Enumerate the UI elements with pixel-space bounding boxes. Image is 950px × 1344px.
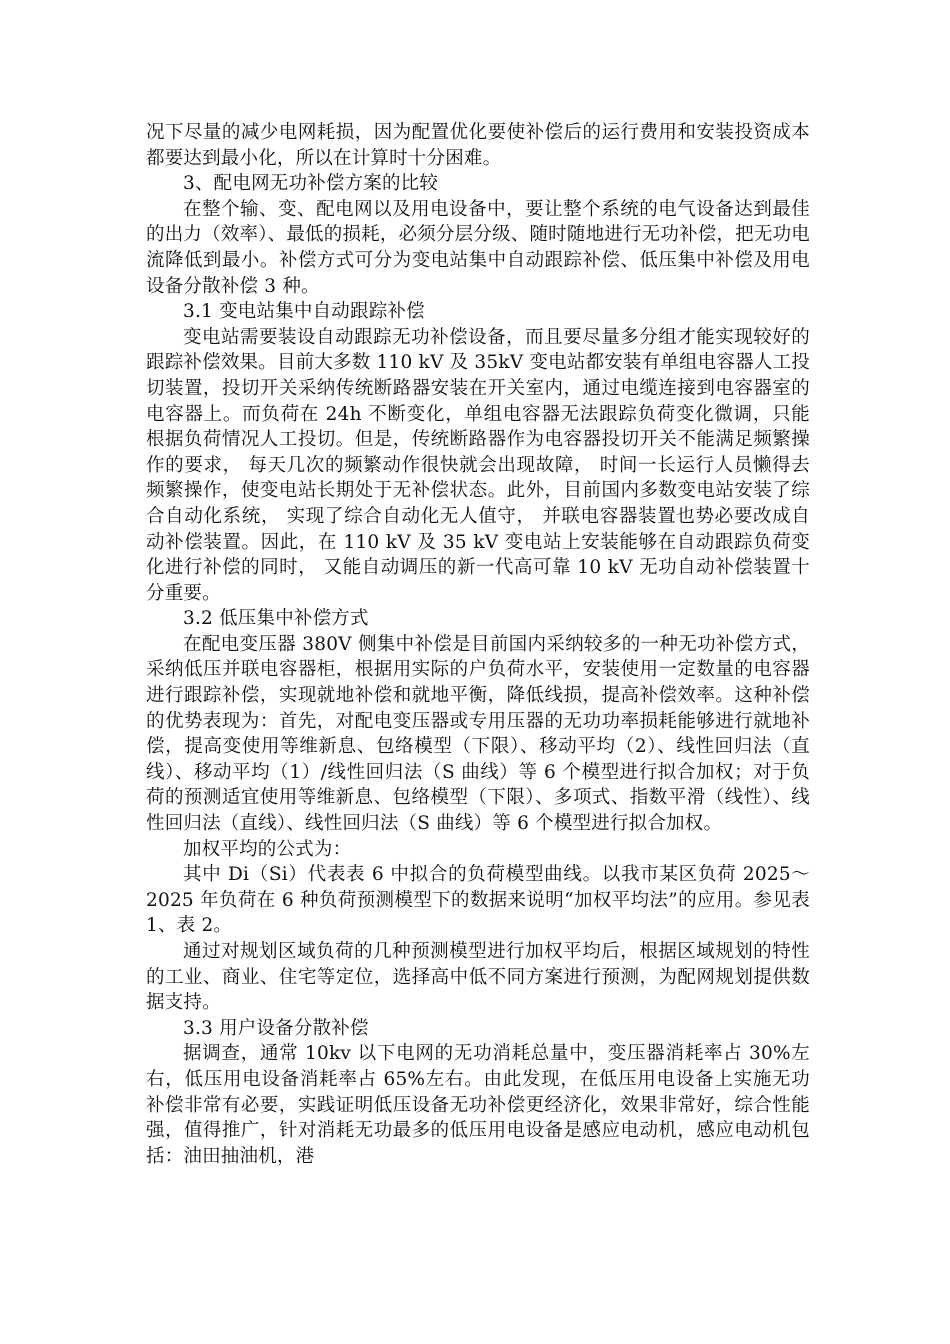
paragraph: 通过对规划区域负荷的几种预测模型进行加权平均后，根据区域规划的特性的工业、商业、住宅等定位，选择高中低不同方案进行预测，为配网规划提供数据支持。 [146, 941, 810, 1014]
paragraph: 变电站需要装设自动跟踪无功补偿设备，而且要尽量多分组才能实现较好的跟踪补偿效果。目前大多数 110 kV 及 35kV 变电站都安装有单组电容器人工投切装置，投切开关采纳传统断路器安装在开关室内，通过电缆连接到电容器室的电容器上。而负荷在 24h 不断变化，单组电容器无法跟踪负荷变化微调，只能根据负荷情况人工投切。但是，传统断路器作为电容器投切开关不能满足频繁操作的要求， 每天几次的频繁动作很快就会出现故障， 时间一长运行人员懒得去频繁操作，使变电站长期处于无补偿状态。此外，目前国内多数变电站安装了综合自动化系统， 实现了综合自动化无人值守， 并联电容器装置也势必要改成自动补偿装置。因此，在 110 kV 及 35 kV 变电站上安装能够在自动跟踪负荷变化进行补偿的同时， 又能自动调压的新一代高可靠 10 kV 无功自动补偿装置十分重要。 [146, 326, 810, 604]
paragraph: 在配电变压器 380V 侧集中补偿是目前国内采纳较多的一种无功补偿方式，采纳低压并联电容器柜，根据用实际的户负荷水平，安装使用一定数量的电容器进行跟踪补偿，实现就地补偿和就地平衡，降低线损，提高补偿效率。这种补偿的优势表现为：首先，对配电变压器或专用压器的无功功率损耗能够进行就地补偿，提高变使用等维新息、包络模型（下限）、移动平均（2）、线性回归法（直线）、移动平均（1）/线性回归法（S 曲线）等 6 个模型进行拟合加权；对于负荷的预测适宜使用等维新息、包络模型（下限）、多项式、指数平滑（线性）、线性回归法（直线）、线性回归法（S 曲线）等 6 个模型进行拟合加权。 [146, 633, 810, 835]
paragraph: 据调查，通常 10kv 以下电网的无功消耗总量中，变压器消耗率占 30%左右，低压用电设备消耗率占 65%左右。由此发现，在低压用电设备上实施无功补偿非常有必要，实践证明低压设备无功补偿更经济化，效果非常好，综合性能强，值得推广，针对消耗无功最多的低压用电设备是感应电动机，感应电动机包括：油田抽油机，港 [146, 1043, 810, 1167]
section-heading-3-2: 3.2 低压集中补偿方式 [183, 608, 369, 630]
section-heading-3-1: 3.1 变电站集中自动跟踪补偿 [183, 301, 425, 323]
paragraph: 其中 Di（Si）代表表 6 中拟合的负荷模型曲线。以我市某区负荷 2025～2025 年负荷在 6 种负荷预测模型下的数据来说明“加权平均法”的应用。参见表 1、表 2。 [146, 864, 810, 937]
paragraph: 加权平均的公式为： [183, 838, 352, 860]
document-body [146, 120, 810, 1169]
section-heading-3: 3、配电网无功补偿方案的比较 [183, 173, 439, 195]
paragraph: 在整个输、变、配电网以及用电设备中，要让整个系统的电气设备达到最佳的出力（效率）、最低的损耗，必须分层分级、随时随地进行无功补偿，把无功电流降低到最小。补偿方式可分为变电站集中自动跟踪补偿、低压集中补偿及用电设备分散补偿 3 种。 [146, 198, 810, 297]
paragraph-continued: 况下尽量的减少电网耗损，因为配置优化要使补偿后的运行费用和安装投资成本都要达到最小化，所以在计算时十分困难。 [146, 122, 810, 169]
section-heading-3-3: 3.3 用户设备分散补偿 [183, 1017, 369, 1039]
